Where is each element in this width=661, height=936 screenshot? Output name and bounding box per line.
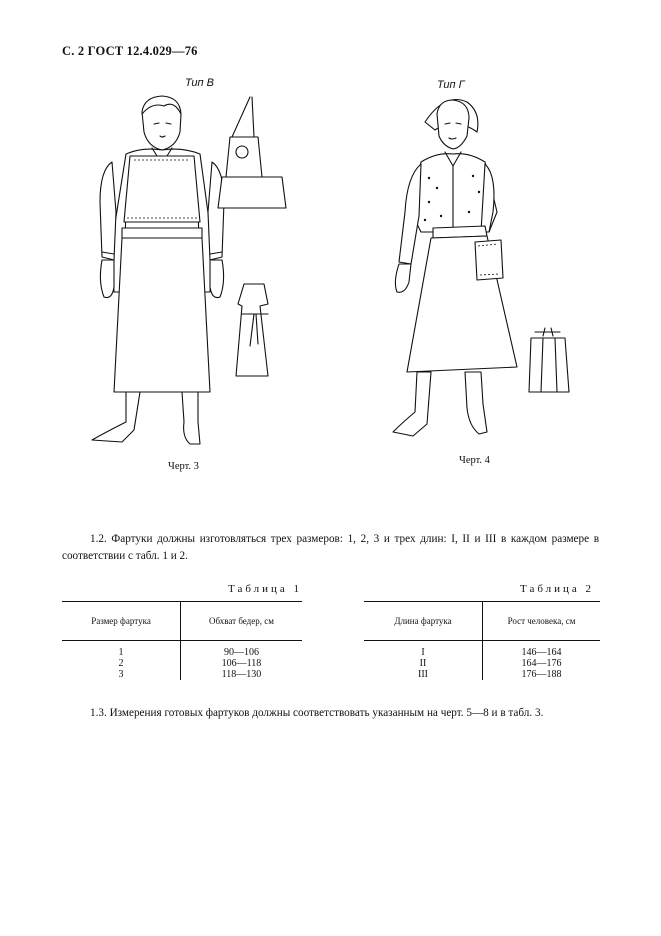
table-cell: II: [419, 658, 427, 669]
table-row: [364, 669, 600, 680]
table-cell: 164—176: [483, 658, 601, 669]
table-cell: I: [421, 647, 425, 658]
figure-3-caption: Черт. 3: [168, 461, 199, 472]
paragraph-1-3: [62, 705, 599, 722]
table-row: [62, 669, 302, 680]
table-row: [62, 641, 302, 659]
figure-3-detail-top: [218, 97, 286, 208]
figure-4-type-label: Тип Г: [437, 79, 465, 91]
table-2-header-length: Длина фартука: [364, 602, 483, 641]
table-cell: 106—118: [181, 658, 303, 669]
table-2-caption: Таблица 2: [520, 583, 595, 595]
page-header: С. 2 ГОСТ 12.4.029—76: [62, 44, 198, 58]
table-cell: 118—130: [181, 669, 303, 680]
table-cell: 176—188: [483, 669, 601, 680]
figure-4-drawing: [385, 92, 585, 447]
table-cell: III: [418, 669, 428, 680]
figure-4-detail: [529, 328, 569, 392]
apron-skirt: [114, 238, 210, 392]
table-cell: 90—106: [181, 641, 303, 659]
figure-3-type-label: Тип В: [185, 77, 214, 89]
man-head: [142, 96, 181, 150]
table-row: [62, 658, 302, 669]
figure-4-caption: Черт. 4: [459, 455, 490, 466]
table-cell: 146—164: [483, 641, 601, 659]
table-1: [62, 601, 302, 680]
paragraph-1-3-text: 1.3. Измерения готовых фартуков должны соответствовать указанным на черт. 5—8 и в табл. 3.: [90, 707, 544, 719]
table-cell: 2: [118, 658, 124, 669]
table-row: [364, 658, 600, 669]
figure-3-detail-bottom: [236, 284, 268, 376]
table-1-caption: Таблица 1: [228, 583, 303, 595]
paragraph-1-2: [62, 531, 599, 565]
woman-head: [437, 100, 469, 149]
table-2-header-height: Рост человека, см: [483, 602, 601, 641]
table-row: [364, 641, 600, 659]
table-2: [364, 601, 600, 680]
apron-bib: [124, 156, 200, 222]
table-1-header-hips: Обхват бедер, см: [181, 602, 303, 641]
figure-3-drawing: [82, 92, 297, 452]
table-cell: 1: [118, 647, 124, 658]
table-1-header-size: Размер фартука: [62, 602, 181, 641]
paragraph-1-2-text: 1.2. Фартуки должны изготовляться трех размеров: 1, 2, 3 и трех длин: I, II и III в каждом размере в соответствии с табл. 1 и 2.: [62, 533, 599, 562]
table-cell: 3: [118, 669, 124, 680]
